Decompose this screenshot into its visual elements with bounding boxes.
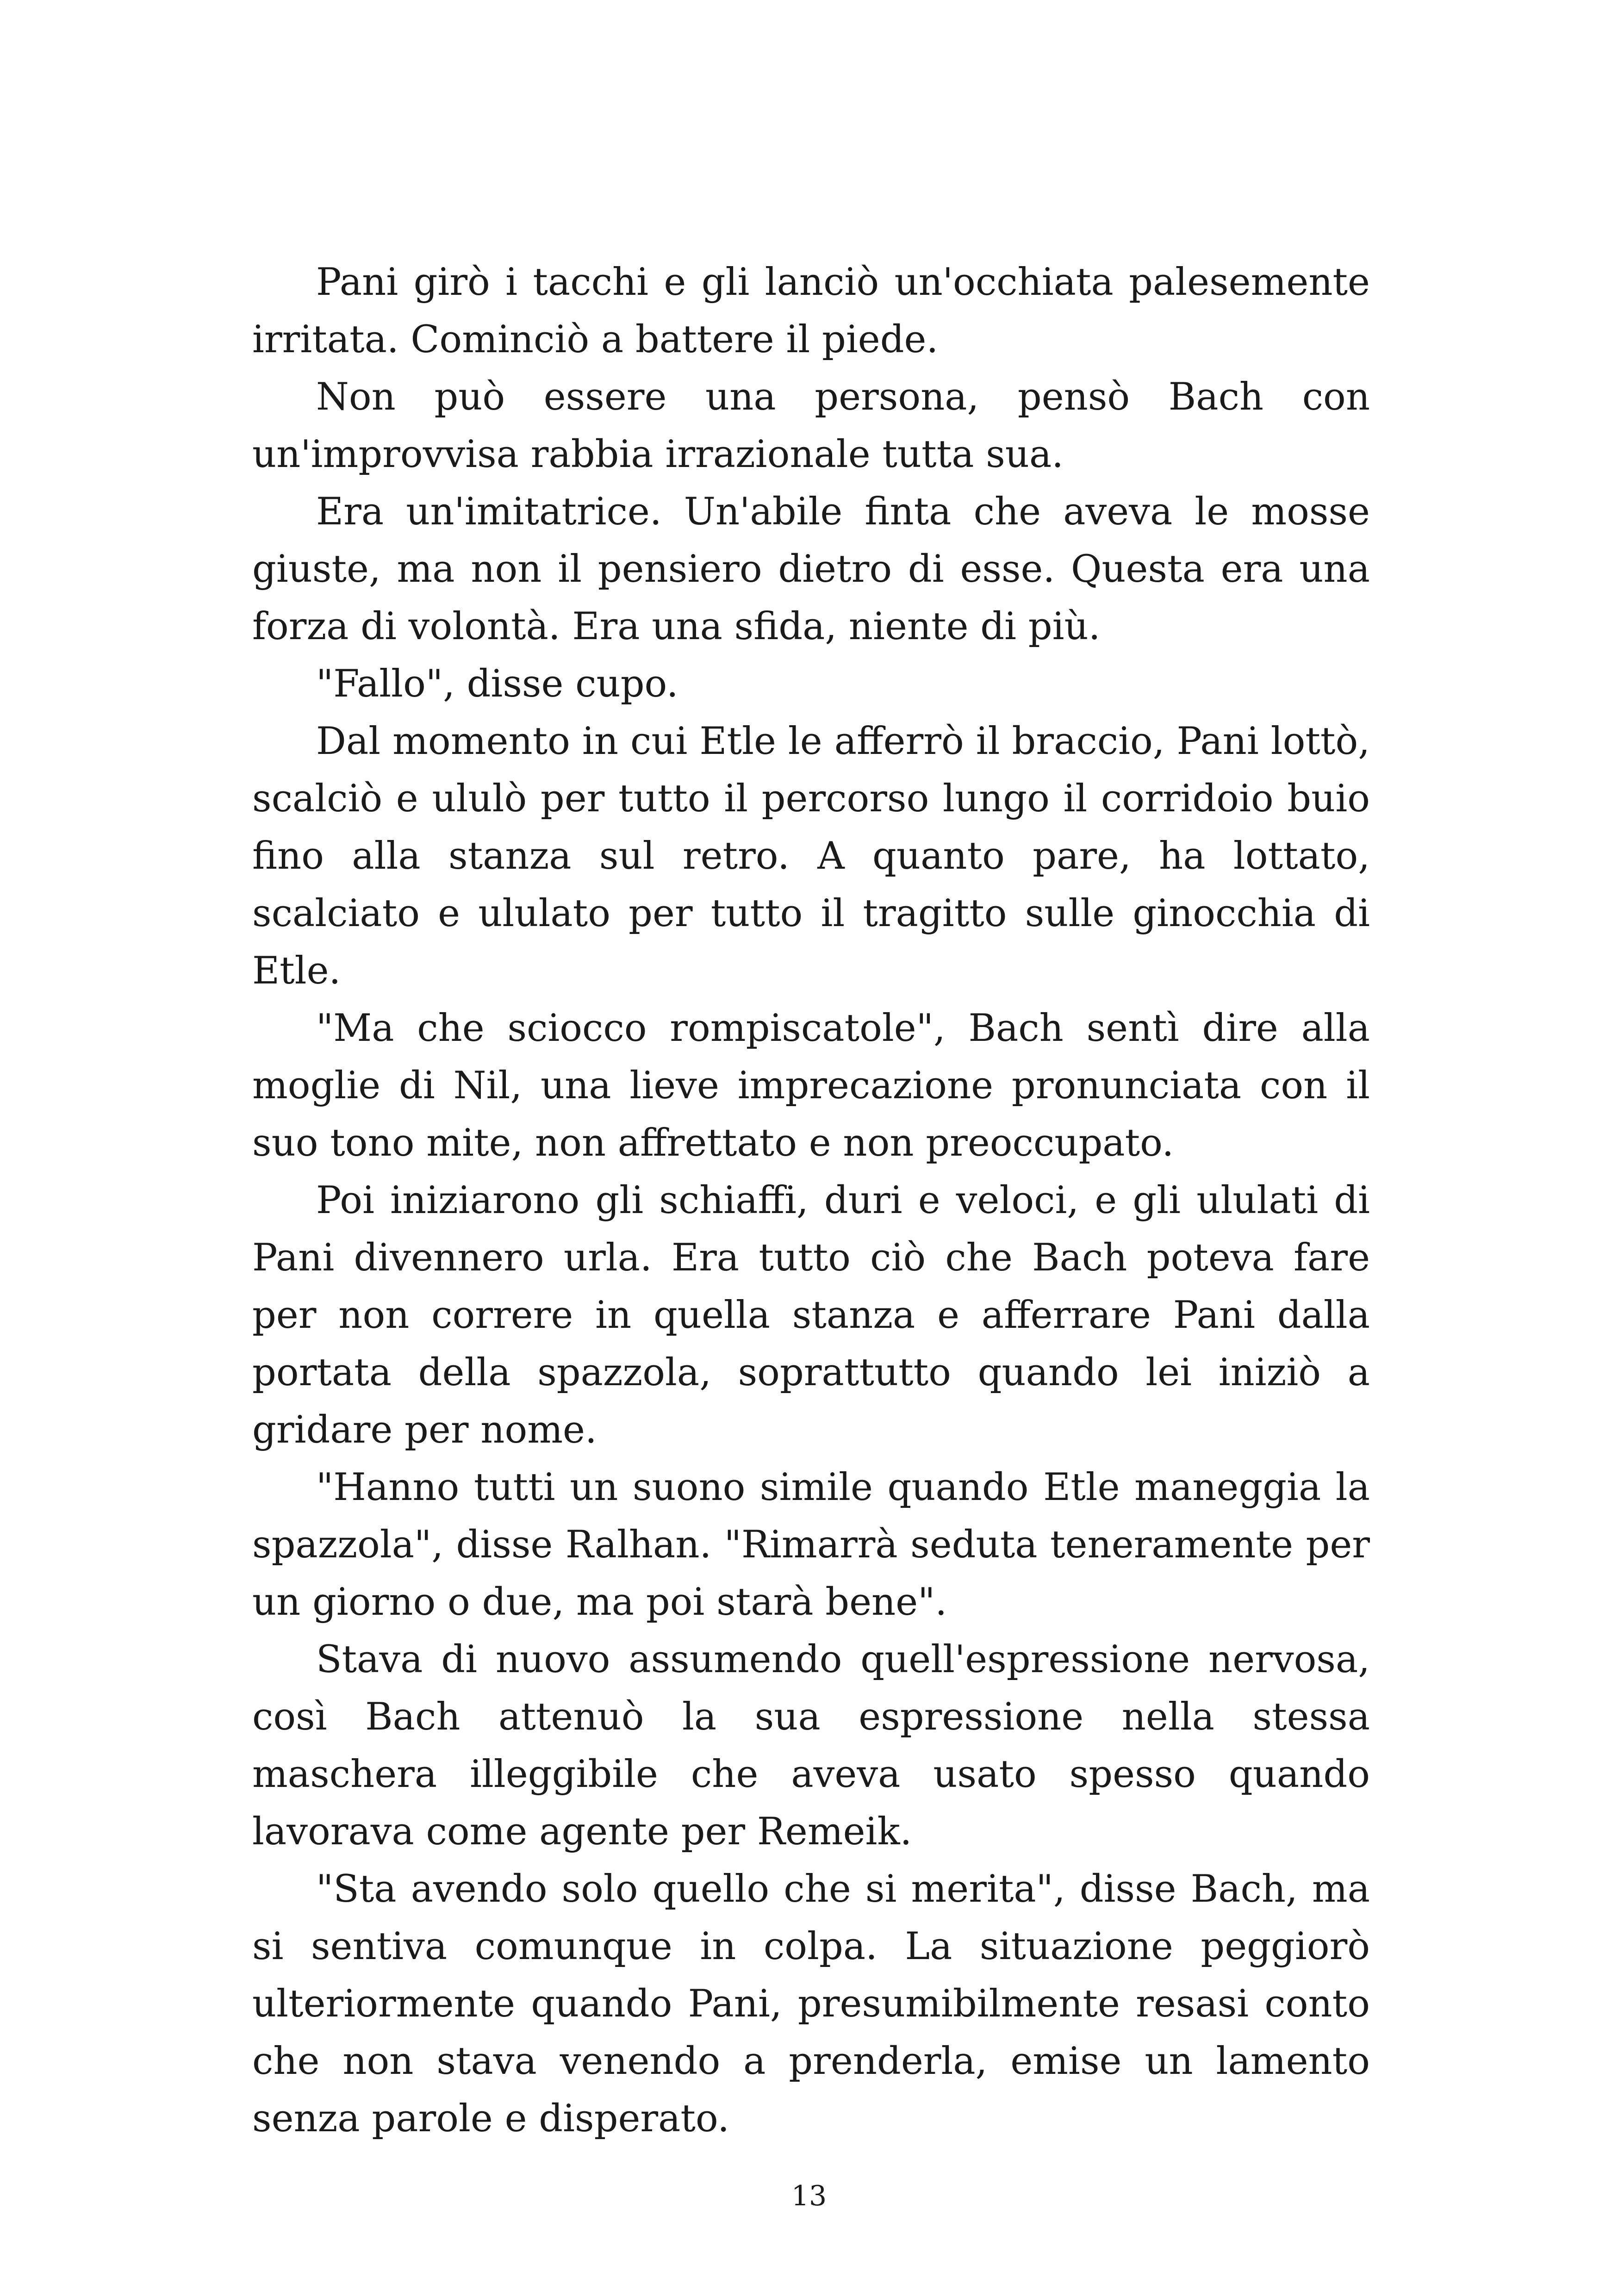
paragraph-7: Poi iniziarono gli schiaffi, duri e veloci, e gli ululati di Pani divennero urla. Era tutto ciò che Bach poteva fare per non correre in quella stanza e afferrare Pani dalla portata della spazzola, soprattutto quando lei iniziò a gridare per nome. [252,1179,1370,1452]
paragraph-5: Dal momento in cui Etle le afferrò il braccio, Pani lottò, scalciò e ululò per tutto il percorso lungo il corridoio buio fino alla stanza sul retro. A quanto pare, ha lottato, scalciato e ululato per tutto il tragitto sulle ginocchia di Etle. [252,720,1370,993]
paragraph-2: Non può essere una persona, pensò Bach con un'improvvisa rabbia irrazionale tutta sua. [252,375,1370,476]
paragraph-3: Era un'imitatrice. Un'abile finta che aveva le mosse giuste, ma non il pensiero dietro di esse. Questa era una forza di volontà. Era una sfida, niente di più. [252,490,1370,648]
paragraph-1: Pani girò i tacchi e gli lanciò un'occhiata palesemente irritata. Cominciò a battere il piede. [252,261,1370,361]
paragraph-9: Stava di nuovo assumendo quell'espressione nervosa, così Bach attenuò la sua espressione nella stessa maschera illeggibile che aveva usato spesso quando lavorava come agente per Remeik. [252,1638,1370,1854]
paragraph-8: "Hanno tutti un suono simile quando Etle maneggia la spazzola", disse Ralhan. "Rimarrà seduta teneramente per un giorno o due, ma poi starà bene". [252,1466,1370,1624]
paragraph-6: "Ma che sciocco rompiscatole", Bach sentì dire alla moglie di Nil, una lieve imprecazione pronunciata con il suo tono mite, non affrettato e non preoccupato. [252,1007,1370,1165]
body-text [252,254,1370,2147]
page-number: 13 [791,2180,827,2212]
paragraph-10: "Sta avendo solo quello che si merita", disse Bach, ma si sentiva comunque in colpa. La situazione peggiorò ulteriormente quando Pani, presumibilmente resasi conto che non stava venendo a prenderla, emise un lamento senza parole e disperato. [252,1867,1370,2140]
paragraph-4: "Fallo", disse cupo. [316,662,678,706]
